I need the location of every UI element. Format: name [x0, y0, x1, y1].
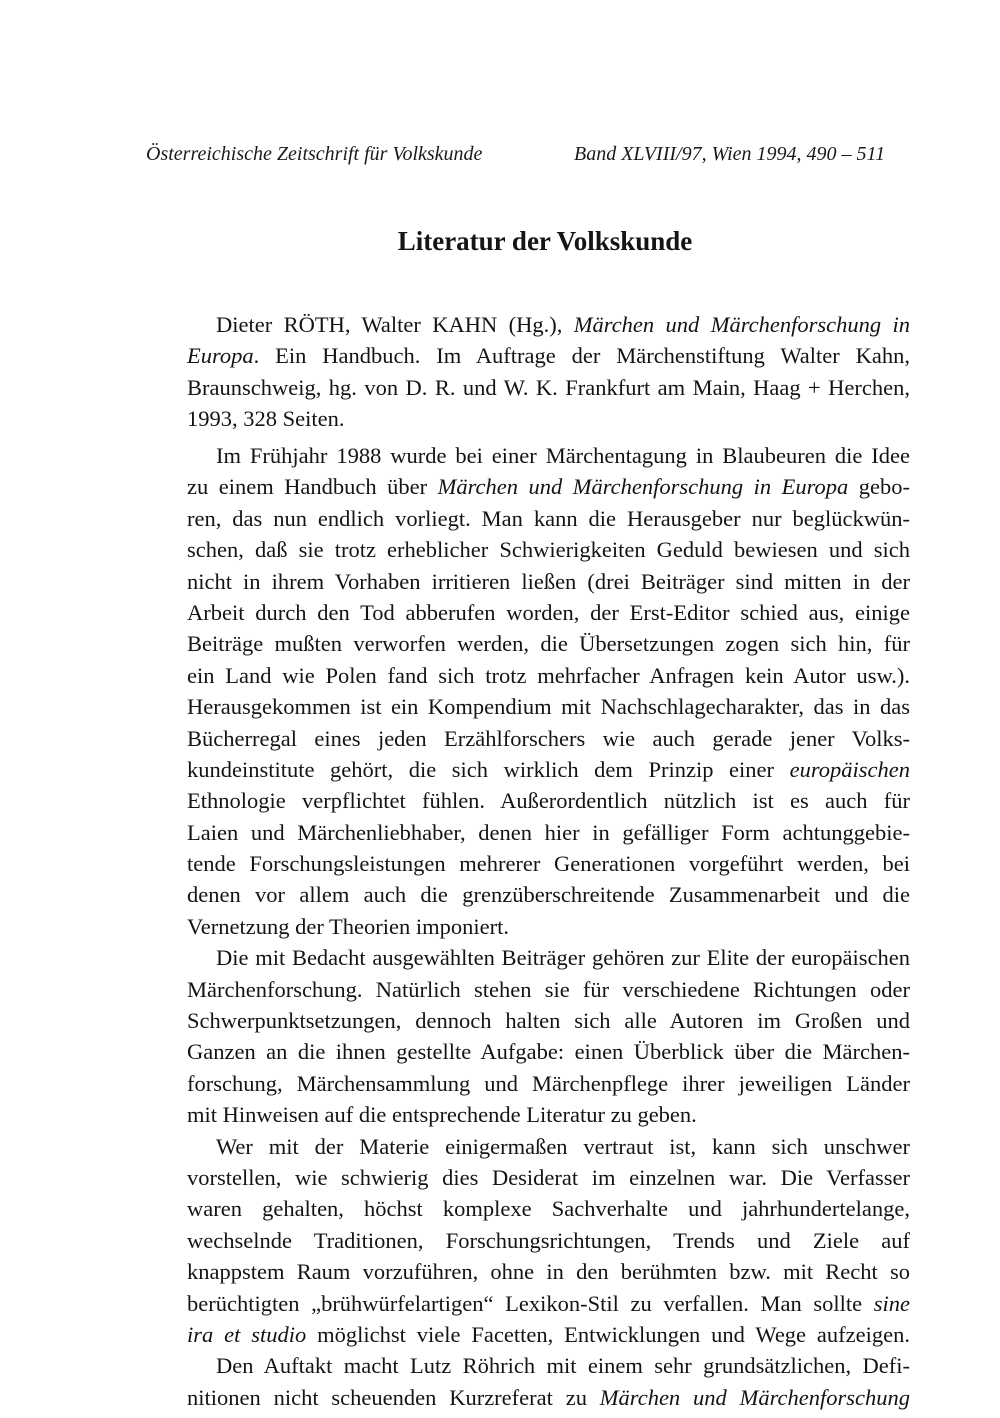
- text-span: wechselnde Traditionen, Forschungsrichtungen, Trends und Ziele auf: [187, 1227, 910, 1253]
- text-line: [187, 1288, 910, 1319]
- text-line: [187, 1068, 910, 1099]
- text-span: berüchtigten „brühwürfelartigen“ Lexikon-Stil zu verfallen. Man sollte: [187, 1290, 874, 1316]
- text-line: [187, 1099, 910, 1130]
- text-line: [187, 879, 910, 910]
- text-line: [187, 566, 910, 597]
- text-line: [187, 1225, 910, 1256]
- text-line: [187, 942, 910, 973]
- text-span: denen vor allem auch die grenzüberschreitende Zusammenarbeit und die: [187, 882, 910, 908]
- italic-text: europäischen: [789, 756, 910, 782]
- text-line: [187, 785, 910, 816]
- citation-text: 1993, 328 Seiten.: [187, 406, 345, 432]
- review-body: [187, 440, 910, 1413]
- text-span: Märchenforschung. Natürlich stehen sie für verschiedene Richtungen oder: [187, 976, 910, 1002]
- text-span: zu einem Handbuch über: [187, 474, 438, 500]
- text-line: [187, 817, 910, 848]
- text-span: Bücherregal eines jeden Erzählforschers wie auch gerade jener Volks-: [187, 725, 910, 751]
- text-line: [187, 1005, 910, 1036]
- text-line: [187, 1382, 910, 1413]
- text-span: Beiträge mußten verworfen werden, die Übersetzungen zogen sich hin, für: [187, 631, 910, 657]
- text-span: vorstellen, wie schwierig dies Desiderat im einzelnen war. Die Verfasser: [187, 1164, 910, 1190]
- text-line: [187, 1193, 910, 1224]
- text-line: [187, 471, 910, 502]
- text-span: möglichst viele Facetten, Entwicklungen und Wege aufzeigen.: [306, 1321, 910, 1347]
- citation-title: Märchen und Märchenforschung in: [573, 312, 910, 337]
- text-line: [187, 723, 910, 754]
- citation-line: [187, 340, 910, 371]
- text-line: [187, 628, 910, 659]
- text-span: Laien und Märchenliebhaber, denen hier in gefälliger Form achtunggebie-: [187, 819, 910, 845]
- italic-text: Märchen und Märchenforschung in Europa: [437, 474, 849, 500]
- italic-text: sine: [873, 1290, 910, 1316]
- text-line: [187, 1131, 910, 1162]
- text-span: mit Hinweisen auf die entsprechende Literatur zu geben.: [187, 1102, 697, 1128]
- text-span: Den Auftakt macht Lutz Röhrich mit einem sehr grundsätzlichen, Defi-: [216, 1353, 910, 1379]
- citation-authors: Dieter RÖTH, Walter KAHN (Hg.),: [216, 312, 574, 337]
- text-line: [187, 660, 910, 691]
- text-span: Herausgekommen ist ein Kompendium mit Nachschlagecharakter, das in das: [187, 694, 910, 720]
- text-span: Die mit Bedacht ausgewählten Beiträger gehören zur Elite der europäischen: [216, 945, 910, 971]
- text-span: waren gehalten, höchst komplexe Sachverhalte und jahrhundertelange,: [187, 1196, 910, 1222]
- text-span: Wer mit der Materie einigermaßen vertraut ist, kann sich unschwer: [216, 1133, 910, 1159]
- journal-title: Österreichische Zeitschrift für Volkskunde: [146, 143, 483, 165]
- text-line: [187, 503, 910, 534]
- text-span: Ganzen an die ihnen gestellte Aufgabe: einen Überblick über die Märchen-: [187, 1039, 910, 1065]
- text-span: Vernetzung der Theorien imponiert.: [187, 913, 509, 939]
- text-line: [187, 691, 910, 722]
- text-span: tende Forschungsleistungen mehrerer Generationen vorgeführt werden, bei: [187, 851, 910, 877]
- text-span: schen, daß sie trotz erheblicher Schwierigkeiten Geduld bewiesen und sich: [187, 537, 910, 563]
- text-span: nicht in ihrem Vorhaben irritieren ließen (drei Beiträger sind mitten in der: [187, 568, 910, 594]
- text-line: [187, 534, 910, 565]
- section-title: Literatur der Volkskunde: [397, 226, 693, 256]
- citation-line: [187, 309, 910, 340]
- text-span: Ethnologie verpflichtet fühlen. Außerordentlich nützlich ist es auch für: [187, 788, 910, 814]
- citation-title-cont: Europa: [187, 343, 254, 369]
- italic-text: Märchen und Märchenforschung: [599, 1384, 910, 1410]
- text-line: [187, 597, 910, 628]
- text-line: [187, 440, 910, 471]
- volume-info: Band XLVIII/97, Wien 1994, 490 – 511: [574, 143, 886, 165]
- bibliographic-citation: [187, 309, 910, 435]
- text-line: [187, 848, 910, 879]
- text-span: gebo-: [848, 474, 910, 500]
- citation-line: [187, 403, 910, 434]
- text-line: [187, 754, 910, 785]
- text-span: forschung, Märchensammlung und Märchenpflege ihrer jeweiligen Länder: [187, 1070, 910, 1096]
- text-span: Arbeit durch den Tod abberufen worden, der Erst-Editor schied aus, einige: [187, 599, 910, 625]
- text-line: [187, 1256, 910, 1287]
- citation-line: [187, 372, 910, 403]
- text-line: [187, 1036, 910, 1067]
- text-span: ren, das nun endlich vorliegt. Man kann die Herausgeber nur beglückwün-: [187, 505, 910, 531]
- italic-text: ira et studio: [187, 1321, 307, 1347]
- text-line: [187, 1162, 910, 1193]
- text-span: nitionen nicht scheuenden Kurzreferat zu: [187, 1384, 600, 1410]
- text-line: [187, 974, 910, 1005]
- text-line: [187, 911, 910, 942]
- citation-text: Braunschweig, hg. von D. R. und W. K. Frankfurt am Main, Haag + Herchen,: [187, 374, 910, 400]
- text-span: Im Frühjahr 1988 wurde bei einer Märchentagung in Blaubeuren die Idee: [216, 443, 910, 468]
- text-line: [187, 1350, 910, 1381]
- text-span: Schwerpunktsetzungen, dennoch halten sich alle Autoren im Großen und: [187, 1008, 910, 1034]
- text-line: [187, 1319, 910, 1350]
- text-span: knappstem Raum vorzuführen, ohne in den berühmten bzw. mit Recht so: [187, 1259, 910, 1285]
- text-span: ein Land wie Polen fand sich trotz mehrfacher Anfragen kein Autor usw.).: [187, 662, 910, 688]
- citation-text: . Ein Handbuch. Im Auftrage der Märchenstiftung Walter Kahn,: [253, 343, 910, 369]
- text-span: kundeinstitute gehört, die sich wirklich dem Prinzip einer: [187, 756, 790, 782]
